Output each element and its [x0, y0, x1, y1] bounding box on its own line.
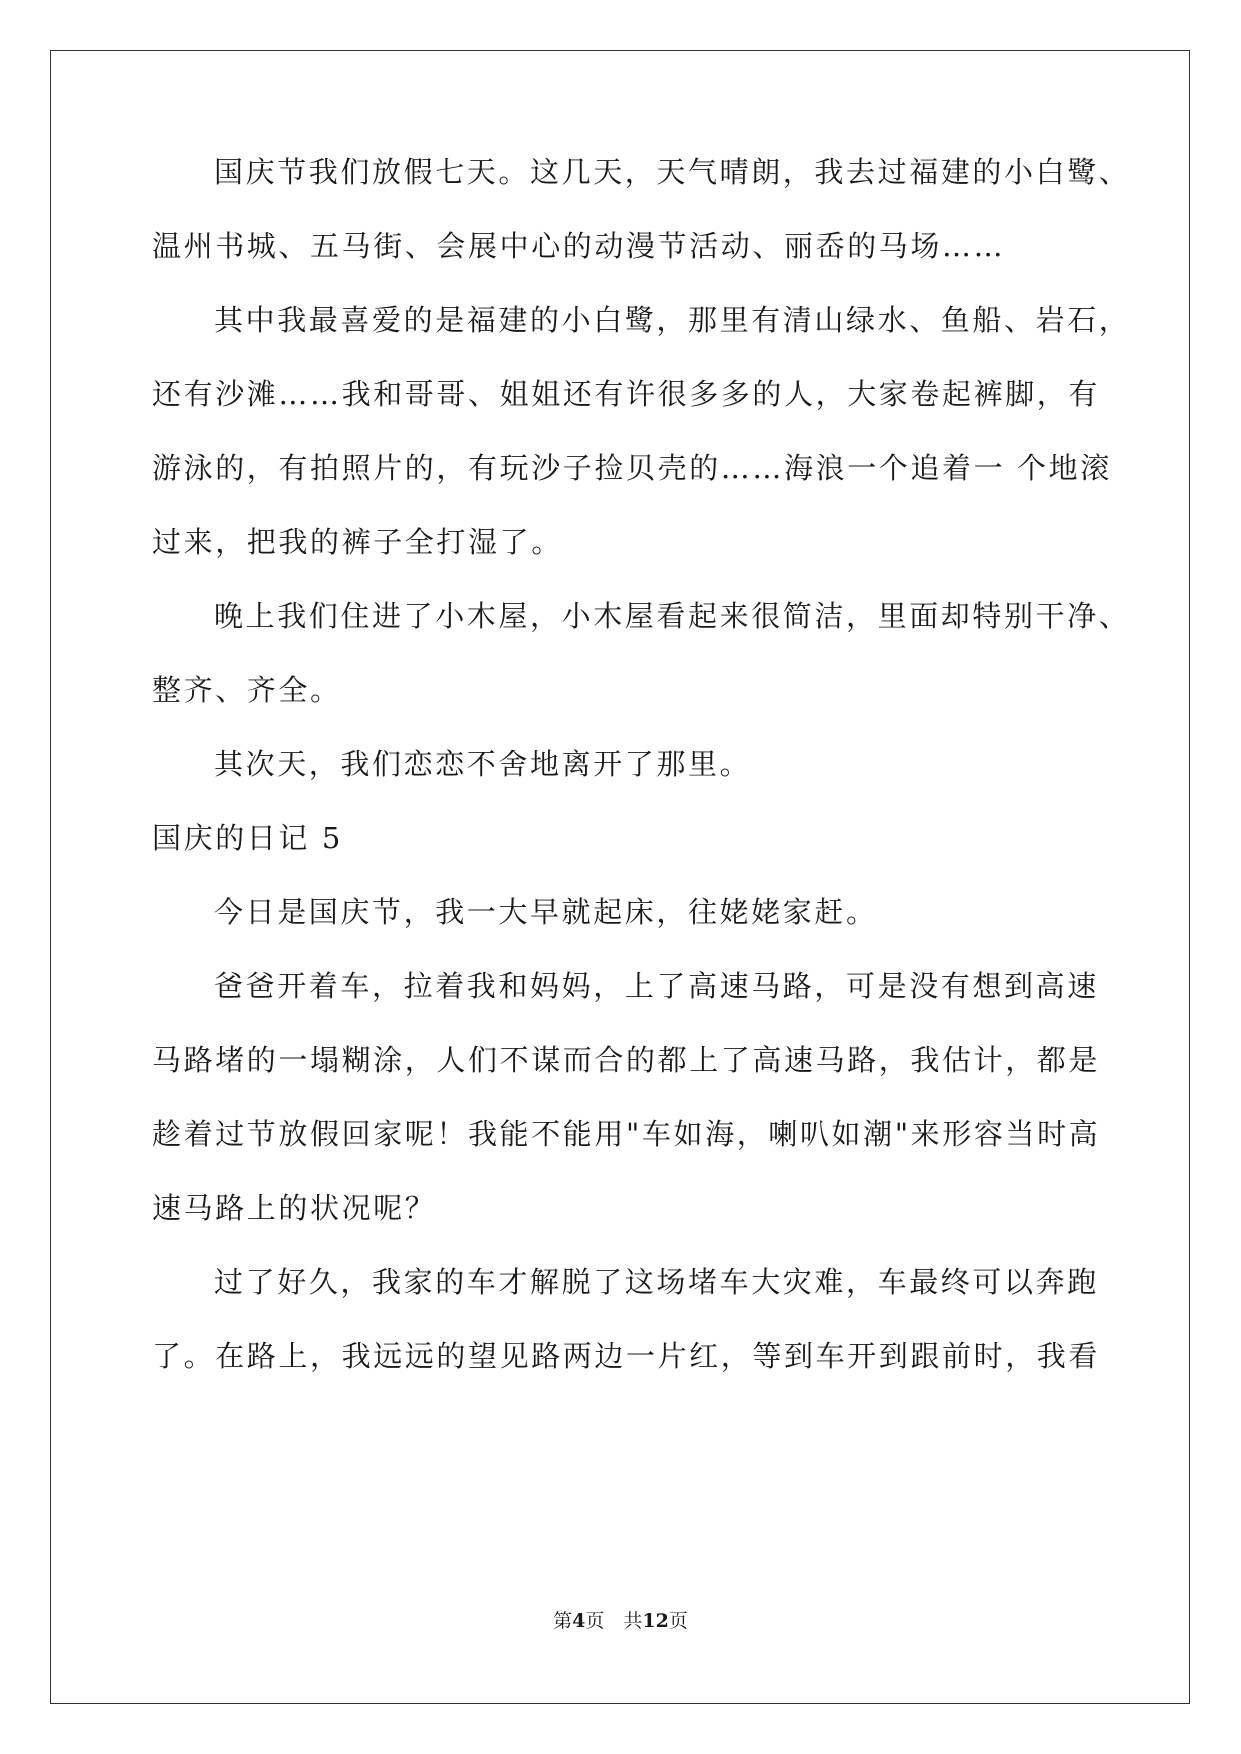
paragraph-line: 过来，把我的裤子全打湿了。 — [152, 525, 563, 559]
paragraph-line: 晚上我们住进了小木屋，小木屋看起来很简洁，里面却特别干净、 — [214, 599, 1131, 633]
page-footer — [0, 1609, 1241, 1633]
paragraph-line: 趁着过节放假回家呢！我能不能用"车如海，喇叭如潮"来形容当时高 — [152, 1117, 1101, 1151]
section-heading: 国庆的日记 5 — [152, 821, 343, 855]
paragraph-line: 马路堵的一塌糊涂，人们不谋而合的都上了高速马路，我估计，都是 — [152, 1043, 1101, 1077]
page-border — [50, 50, 1190, 1704]
paragraph-line: 还有沙滩……我和哥哥、姐姐还有许很多多的人，大家卷起裤脚，有 — [152, 377, 1101, 411]
page-separator: 页 共 — [585, 1610, 643, 1632]
paragraph-line: 今日是国庆节，我一大早就起床，往姥姥家赶。 — [214, 895, 878, 929]
paragraph-line: 其次天，我们恋恋不舍地离开了那里。 — [214, 747, 752, 781]
paragraph-line: 其中我最喜爱的是福建的小白鹭，那里有清山绿水、鱼船、岩石， — [214, 303, 1131, 337]
paragraph-line: 整齐、齐全。 — [152, 673, 342, 707]
total-page-number: 12 — [642, 1610, 669, 1632]
page-suffix: 页 — [668, 1610, 688, 1632]
paragraph-line: 了。在路上，我远远的望见路两边一片红，等到车开到跟前时，我看 — [152, 1339, 1101, 1373]
paragraph-line: 游泳的，有拍照片的，有玩沙子捡贝壳的……海浪一个追着一 个地滚 — [152, 451, 1112, 485]
paragraph-line: 速马路上的状况呢？ — [152, 1191, 437, 1225]
paragraph-line: 国庆节我们放假七天。这几天，天气晴朗，我去过福建的小白鹭、 — [214, 155, 1131, 189]
paragraph-line: 爸爸开着车，拉着我和妈妈，上了高速马路，可是没有想到高速 — [214, 969, 1099, 1003]
paragraph-line: 温州书城、五马街、会展中心的动漫节活动、丽岙的马场…… — [152, 229, 1006, 263]
page-prefix: 第 — [553, 1610, 573, 1632]
current-page-number: 4 — [572, 1610, 586, 1632]
paragraph-line: 过了好久，我家的车才解脱了这场堵车大灾难，车最终可以奔跑 — [214, 1265, 1099, 1299]
